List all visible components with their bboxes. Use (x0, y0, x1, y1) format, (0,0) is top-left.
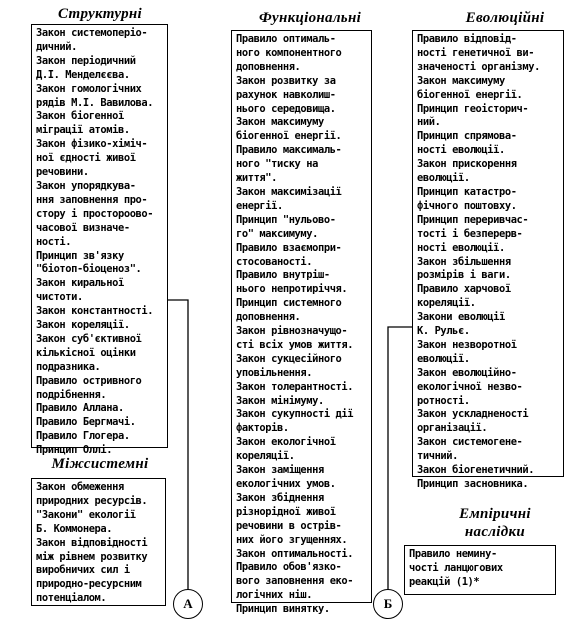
functional-line: стосованості. (236, 255, 313, 268)
structural-line: Закон суб'єктивної (36, 332, 142, 345)
structural-line: речовини. (36, 166, 89, 179)
structural-line: кількісної оцінки (36, 346, 136, 359)
structural-line: подрібнення. (36, 388, 107, 401)
structural-line: Принцип зв'язку (36, 249, 124, 262)
header-functional: Функціональні (258, 10, 362, 26)
structural-line: Правило остривного (36, 374, 142, 387)
functional-line: Закон максимуму (236, 116, 324, 129)
functional-line: кореляції. (236, 450, 295, 463)
node-b: Б (373, 589, 403, 619)
structural-line: Д.І. Менделєєва. (36, 68, 130, 81)
functional-line: речовини в острів- (236, 519, 342, 532)
intersystem-line: між рівнем розвитку (36, 550, 148, 563)
intersystem-line: природних ресурсів. (36, 494, 148, 507)
evolutionary-line: Правило харчової (417, 283, 511, 296)
evolutionary-line: Закон системогене- (417, 436, 523, 449)
intersystem-line: "Закони" екології (36, 508, 136, 521)
functional-line: Принцип винятку. (236, 603, 330, 616)
functional-line: ного "тиску на (236, 158, 318, 171)
functional-line: енергії. (236, 199, 283, 212)
empirical-line: чості ланцюгових (409, 561, 503, 574)
intersystem-line: Б. Коммонера. (36, 522, 113, 535)
functional-box (231, 30, 372, 616)
functional-line: Закон сукупності дії (236, 408, 354, 421)
functional-line: Закон розвитку за (236, 74, 336, 87)
structural-line: Закон константності. (36, 305, 154, 318)
empirical-line: Правило немину- (409, 548, 497, 560)
functional-line: них його згущеннях. (236, 533, 348, 546)
functional-line: уповільнення. (236, 366, 313, 379)
evolutionary-line: Правило відповід- (417, 33, 517, 45)
node-a: А (173, 589, 203, 619)
evolutionary-line: еволюції. (417, 352, 470, 365)
structural-line: Закон періодичний (36, 54, 136, 67)
evolutionary-line: організації. (417, 422, 488, 435)
evolutionary-line: Принцип спрямова- (417, 130, 517, 143)
evolutionary-line: Закон збільшення (417, 255, 511, 268)
evolutionary-line: Закон біогенетичний. (417, 464, 535, 477)
evolutionary-line: ності еволюції. (417, 241, 505, 254)
intersystem-line: потенціалом. (36, 592, 107, 605)
evolutionary-line: Принцип засновника. (417, 478, 529, 490)
functional-line: Правило обов'язко- (236, 561, 342, 574)
functional-line: Принцип системного (236, 297, 342, 310)
intersystem-line: природно-ресурсним (36, 578, 142, 591)
evolutionary-line: ротності. (417, 394, 470, 407)
structural-line: Закон упорядкува- (36, 179, 136, 192)
intersystem-line: Закон обмеження (36, 481, 124, 493)
evolutionary-line: Закони еволюції (417, 311, 505, 324)
evolutionary-line: Закон максимуму (417, 74, 505, 87)
header-empirical-1: Емпіричні (459, 506, 531, 522)
evolutionary-line: К. Рульє. (417, 325, 470, 338)
structural-line: часової визначе- (36, 221, 130, 234)
functional-line: Закон максимізації (236, 185, 342, 198)
functional-line: Закон збіднення (236, 491, 324, 504)
evolutionary-line: кореляції. (417, 297, 476, 310)
functional-line: нього непротиріччя. (236, 283, 348, 296)
functional-line: Правило максималь- (236, 144, 342, 157)
evolutionary-line: Закон незворотної (417, 338, 517, 351)
structural-line: Закон системоперіо- (36, 27, 148, 39)
evolutionary-box (412, 30, 564, 490)
functional-line: сті всіх умов життя. (236, 338, 354, 351)
structural-line: Принцип Оллі. (36, 444, 113, 457)
structural-box (31, 24, 168, 457)
header-empirical-2: наслідки (464, 524, 526, 540)
structural-line: подразника. (36, 360, 101, 373)
functional-line: Закон сукцесійного (236, 352, 342, 365)
structural-line: Закон біогенної (36, 110, 124, 123)
functional-line: Правило внутріш- (236, 269, 330, 282)
functional-line: доповнення. (236, 311, 301, 324)
evolutionary-line: тичний. (417, 450, 458, 463)
structural-line: ності. (36, 235, 72, 248)
structural-line: міграції атомів. (36, 124, 130, 137)
structural-line: дичний. (36, 40, 77, 53)
evolutionary-line: еволюції. (417, 172, 470, 185)
evolutionary-line: ний. (417, 116, 441, 129)
functional-line: Закон оптимальності. (236, 547, 354, 560)
functional-line: Закон толерантності. (236, 380, 354, 393)
functional-line: життя". (236, 172, 277, 185)
functional-line: екологічних умов. (236, 478, 336, 490)
functional-line: нього середовища. (236, 102, 336, 115)
evolutionary-line: значеності організму. (417, 60, 540, 73)
header-intersystem: Міжсистемні (51, 456, 149, 472)
connector-a (168, 300, 188, 590)
evolutionary-line: фічного поштовху. (417, 199, 517, 212)
structural-line: Правило Аллана. (36, 402, 124, 415)
evolutionary-line: Принцип геоісторич- (417, 102, 529, 115)
structural-line: Закон киральної (36, 277, 124, 290)
functional-line: вого заповнення еко- (236, 575, 354, 588)
functional-line: факторів. (236, 422, 289, 435)
functional-line: ного компонентного (236, 46, 342, 59)
intersystem-box (31, 478, 166, 606)
structural-line: рядів М.І. Вавилова. (36, 96, 154, 109)
structural-line: Закон гомологічних (36, 82, 142, 95)
functional-line: Принцип "нульово- (236, 213, 336, 226)
evolutionary-line: Принцип переривчас- (417, 213, 529, 226)
functional-line: Закон заміщення (236, 464, 324, 477)
functional-line: логічних ніш. (236, 589, 313, 602)
header-evolutionary: Еволюційні (465, 10, 545, 26)
functional-line: Правило оптималь- (236, 33, 336, 45)
evolutionary-line: Закон прискорення (417, 158, 517, 171)
intersystem-line: виробничих сил і (36, 564, 130, 577)
functional-line: Закон рівнозначущо- (236, 325, 348, 338)
evolutionary-line: розмірів і ваги. (417, 269, 511, 282)
empirical-line: реакцій (1)* (409, 575, 480, 588)
empirical-box (404, 545, 556, 595)
structural-line: ної єдності живої (36, 152, 136, 165)
functional-line: рахунок навколиш- (236, 88, 336, 101)
functional-line: Правило взаємопри- (236, 241, 342, 254)
header-structural: Структурні (58, 6, 142, 22)
evolutionary-line: тості і безперерв- (417, 227, 523, 240)
structural-line: Закон фізико-хіміч- (36, 138, 148, 151)
evolutionary-line: Закон еволюційно- (417, 366, 517, 379)
structural-line: Закон кореляції. (36, 319, 130, 332)
functional-line: Закон екологічної (236, 436, 336, 449)
functional-line: го" максимуму. (236, 227, 318, 240)
functional-line: біогенної енергії. (236, 130, 342, 143)
evolutionary-line: біогенної енергії. (417, 88, 523, 101)
functional-line: різнорідної живої (236, 505, 336, 518)
evolutionary-line: екологічної незво- (417, 380, 523, 393)
evolutionary-line: ності еволюції. (417, 144, 505, 157)
functional-line: доповнення. (236, 60, 301, 73)
intersystem-line: Закон відповідності (36, 536, 148, 549)
structural-line: чистоти. (36, 291, 83, 304)
structural-line: "біотоп-біоценоз". (36, 263, 142, 276)
evolutionary-line: Принцип катастро- (417, 185, 517, 198)
structural-line: Правило Глогера. (36, 430, 130, 443)
structural-line: ння заповнення про- (36, 193, 148, 206)
structural-line: Правило Бергмачі. (36, 416, 136, 429)
evolutionary-line: Закон ускладненості (417, 408, 529, 421)
structural-line: стору і простороово- (36, 207, 154, 220)
functional-line: Закон мінімуму. (236, 394, 324, 407)
evolutionary-line: ності генетичної ви- (417, 46, 535, 59)
